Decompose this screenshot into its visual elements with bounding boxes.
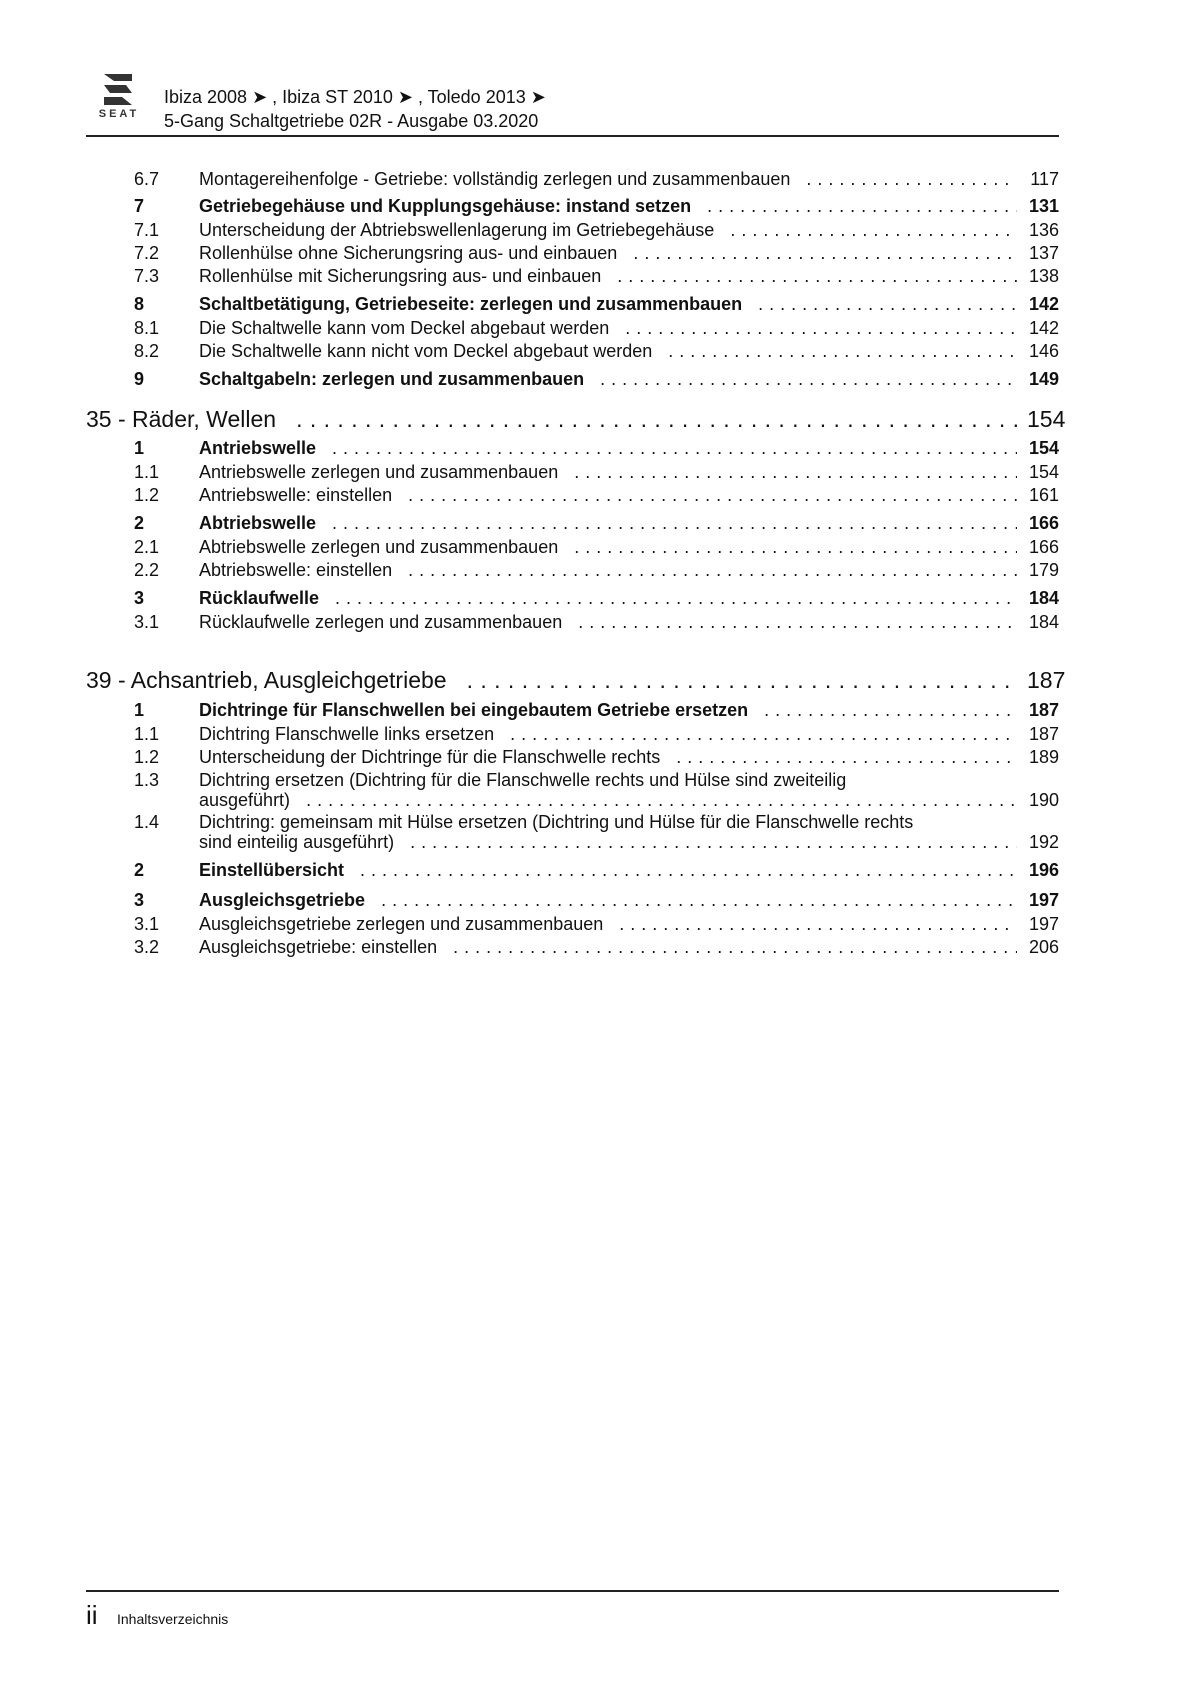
toc-leader	[453, 936, 1017, 958]
toc-title-line1: Dichtring: gemeinsam mit Hülse ersetzen (Dichtring und Hülse für die Flanschwelle rechts	[199, 812, 914, 832]
toc-number: 2	[134, 860, 145, 880]
toc-title: Unterscheidung der Abtriebswellenlagerung im Getriebegehäuse	[199, 220, 715, 240]
toc-leader	[764, 699, 1017, 721]
toc-title: Abtriebswelle zerlegen und zusammenbauen	[199, 537, 559, 557]
toc-number: 3.1	[134, 914, 160, 934]
toc-number: 1.2	[134, 485, 160, 505]
toc-title: Ausgleichsgetriebe zerlegen und zusammenbauen	[199, 914, 604, 934]
seat-logo-icon	[102, 72, 134, 110]
toc-title: Unterscheidung der Dichtringe für die Flanschwelle rechts	[199, 747, 661, 767]
toc-title: Dichtringe für Flanschwellen bei eingebautem Getriebe ersetzen	[199, 700, 749, 720]
toc-leader	[578, 611, 1017, 633]
toc-title: Getriebegehäuse und Kupplungsgehäuse: instand setzen	[199, 196, 692, 216]
toc-leader	[467, 666, 1017, 694]
toc-page: 117	[1030, 169, 1059, 189]
toc-leader	[707, 195, 1017, 217]
toc-page: 184	[1028, 612, 1059, 632]
toc-leader	[758, 293, 1017, 315]
footer-divider	[86, 1590, 1059, 1592]
toc-page: 179	[1028, 560, 1059, 580]
toc-title: Ausgleichsgetriebe	[199, 890, 366, 910]
toc-number: 9	[134, 369, 145, 389]
toc-number: 1.1	[134, 724, 160, 744]
toc-page: 187	[1028, 700, 1059, 720]
toc-leader	[619, 913, 1017, 935]
toc-page: 138	[1028, 266, 1059, 286]
toc-page: 197	[1028, 914, 1059, 934]
toc-number: 3	[134, 890, 145, 910]
toc-leader	[360, 859, 1017, 881]
toc-number: 7.3	[134, 266, 160, 286]
seat-logo	[90, 72, 148, 122]
toc-leader	[410, 831, 1017, 853]
toc-page: 142	[1028, 294, 1059, 314]
toc-number: 3	[134, 588, 145, 608]
toc-page: 197	[1028, 890, 1059, 910]
toc-title: Schaltgabeln: zerlegen und zusammenbauen	[199, 369, 585, 389]
toc-number: 2.2	[134, 560, 160, 580]
toc-title: Die Schaltwelle kann nicht vom Deckel abgebaut werden	[199, 341, 653, 361]
toc-number: 8	[134, 294, 145, 314]
toc-title: Rücklaufwelle zerlegen und zusammenbauen	[199, 612, 563, 632]
toc-title: Rücklaufwelle	[199, 588, 320, 608]
toc-page: 189	[1028, 747, 1059, 767]
toc-title-line2: ausgeführt)	[199, 790, 291, 810]
footer-section-label: Inhaltsverzeichnis	[117, 1611, 229, 1627]
toc-title: Einstellübersicht	[199, 860, 345, 880]
toc-title: Antriebswelle zerlegen und zusammenbauen	[199, 462, 559, 482]
toc-number: 7.1	[134, 220, 160, 240]
toc-number: 6.7	[134, 169, 160, 189]
toc-number: 1	[134, 700, 145, 720]
toc-title-line1: Dichtring ersetzen (Dichtring für die Flanschwelle rechts und Hülse sind zweiteilig	[199, 770, 847, 790]
toc-number: 8.2	[134, 341, 160, 361]
toc-number: 1.1	[134, 462, 160, 482]
toc-page: 146	[1028, 341, 1059, 361]
toc-title: Antriebswelle	[199, 438, 317, 458]
toc-page: 161	[1028, 485, 1059, 505]
toc-leader	[600, 368, 1017, 390]
toc-title: Die Schaltwelle kann vom Deckel abgebaut werden	[199, 318, 610, 338]
toc-page: 136	[1028, 220, 1059, 240]
toc-number: 1.4	[134, 812, 160, 832]
toc-page: 196	[1028, 860, 1059, 880]
toc-chapter-title: 35 - Räder, Wellen	[86, 406, 277, 432]
toc-leader	[730, 219, 1017, 241]
toc-leader	[332, 512, 1017, 534]
toc-leader	[574, 536, 1017, 558]
toc-page: 154	[1028, 438, 1059, 458]
toc-leader	[510, 723, 1017, 745]
toc-title: Abtriebswelle: einstellen	[199, 560, 393, 580]
toc-page: 131	[1028, 196, 1059, 216]
toc-page: 190	[1028, 790, 1059, 810]
toc-number: 8.1	[134, 318, 160, 338]
toc-leader	[617, 265, 1017, 287]
toc-title: Abtriebswelle	[199, 513, 317, 533]
toc-page: 154	[1028, 462, 1059, 482]
toc-number: 1	[134, 438, 145, 458]
toc-page: 187	[1027, 667, 1066, 693]
toc-page: 142	[1028, 318, 1059, 338]
toc-page: 149	[1028, 369, 1059, 389]
toc-leader	[332, 437, 1017, 459]
logo-wordmark: SEAT	[98, 108, 140, 120]
toc-page: 187	[1028, 724, 1059, 744]
toc-page: 184	[1028, 588, 1059, 608]
toc-number: 3.1	[134, 612, 160, 632]
toc-leader	[806, 168, 1017, 190]
page-header	[86, 66, 1059, 136]
toc-number: 1.3	[134, 770, 160, 790]
toc-entry[interactable]	[86, 769, 1059, 813]
header-models: Ibiza 2008 ➤ , Ibiza ST 2010 ➤ , Toledo 2013 ➤	[164, 87, 546, 107]
toc-number: 2.1	[134, 537, 160, 557]
toc-title: Dichtring Flanschwelle links ersetzen	[199, 724, 495, 744]
toc-number: 2	[134, 513, 145, 533]
toc-leader	[335, 587, 1017, 609]
header-divider	[86, 135, 1059, 137]
toc-title: Ausgleichsgetriebe: einstellen	[199, 937, 438, 957]
toc-number: 1.2	[134, 747, 160, 767]
toc-leader	[625, 317, 1017, 339]
footer-page-number: ii	[86, 1600, 98, 1630]
toc-leader	[676, 746, 1017, 768]
toc-chapter-title: 39 - Achsantrieb, Ausgleichgetriebe	[86, 667, 447, 693]
toc-page: 137	[1028, 243, 1059, 263]
header-manual-title: 5-Gang Schaltgetriebe 02R - Ausgabe 03.2020	[164, 111, 539, 131]
toc-title-line2: sind einteilig ausgeführt)	[199, 832, 395, 852]
toc-page: 166	[1028, 537, 1059, 557]
toc-leader	[408, 559, 1017, 581]
toc-leader	[306, 789, 1017, 811]
toc-leader	[668, 340, 1017, 362]
toc-page: 192	[1028, 832, 1059, 852]
toc-number: 7	[134, 196, 145, 216]
toc-page: 206	[1028, 937, 1059, 957]
toc-leader	[381, 889, 1017, 911]
toc-page: 166	[1028, 513, 1059, 533]
toc-title: Montagereihenfolge - Getriebe: vollständig zerlegen und zusammenbauen	[199, 169, 791, 189]
toc-title: Rollenhülse ohne Sicherungsring aus- und einbauen	[199, 243, 618, 263]
toc-entry[interactable]	[86, 811, 1059, 855]
toc-title: Antriebswelle: einstellen	[199, 485, 393, 505]
toc-leader	[633, 242, 1017, 264]
toc-title: Schaltbetätigung, Getriebeseite: zerlegen und zusammenbauen	[199, 294, 743, 314]
toc-leader	[408, 484, 1017, 506]
toc-number: 7.2	[134, 243, 160, 263]
toc-leader	[574, 461, 1017, 483]
toc-page: 154	[1027, 406, 1066, 432]
toc-leader	[296, 405, 1017, 433]
toc-title: Rollenhülse mit Sicherungsring aus- und einbauen	[199, 266, 602, 286]
toc-number: 3.2	[134, 937, 160, 957]
